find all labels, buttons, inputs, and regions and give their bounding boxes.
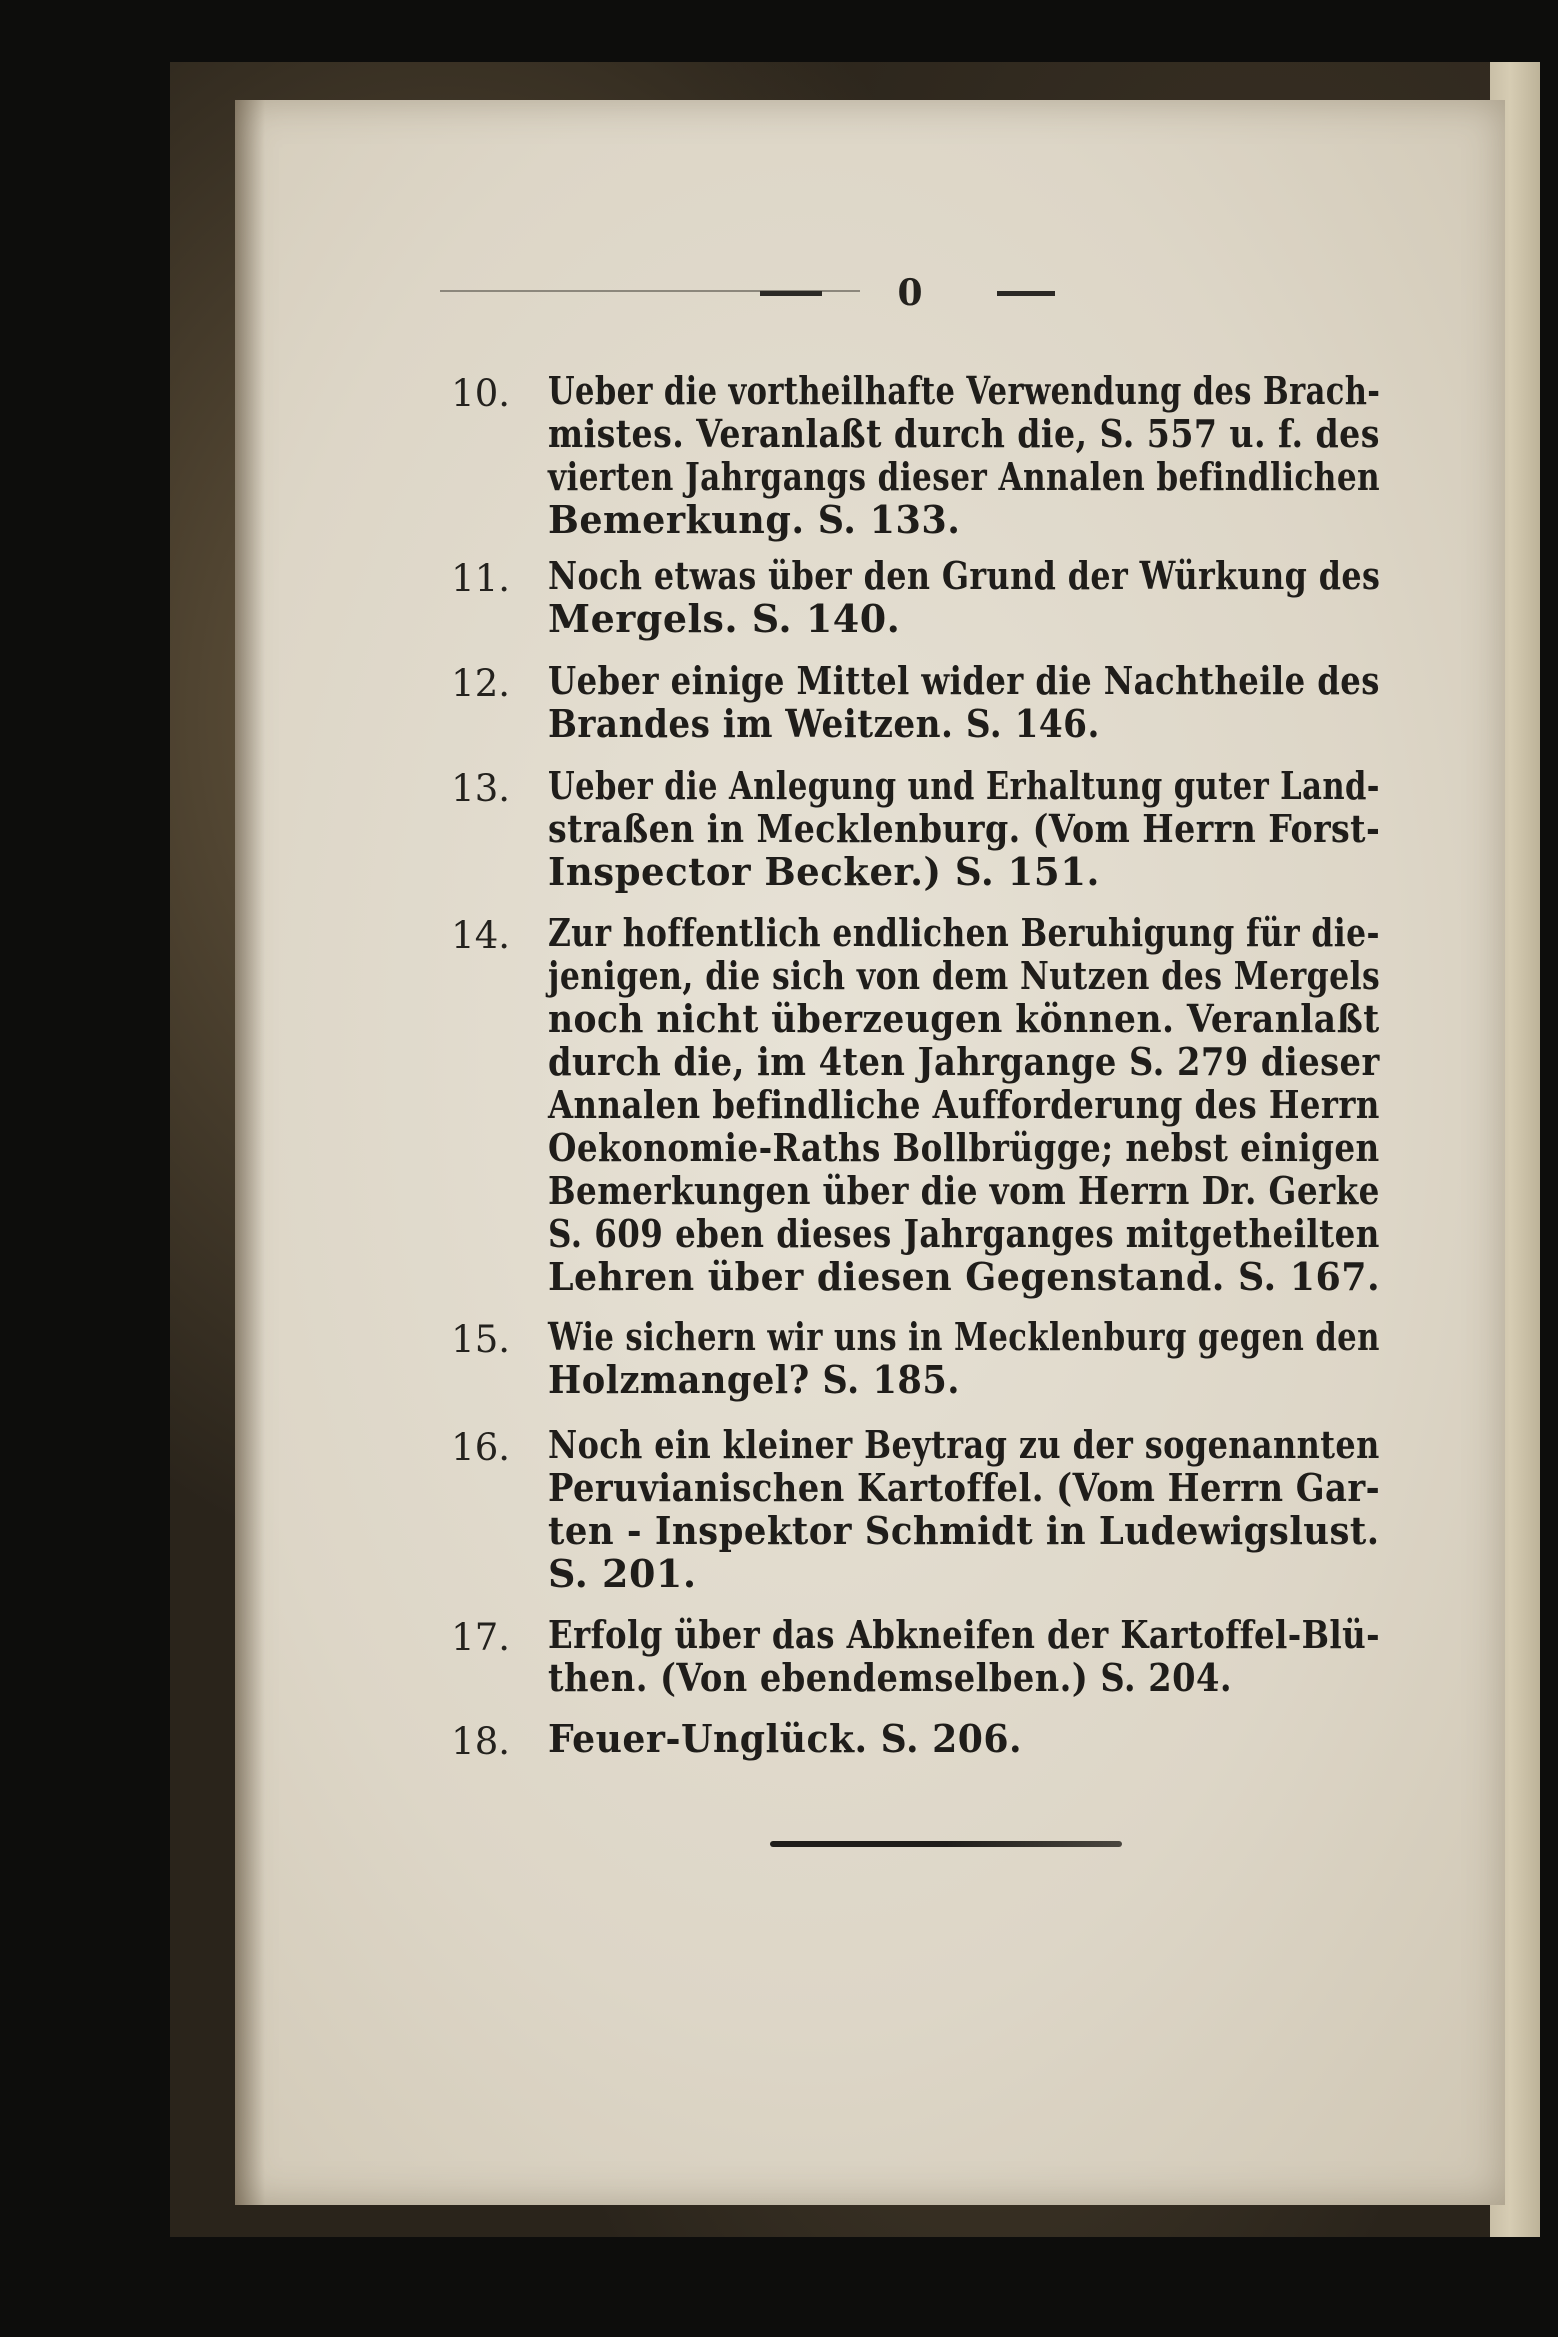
entry-text-line: Noch etwas über den Grund der Würkung des [548, 553, 1381, 598]
entry-text-line: S. 201. [548, 1551, 697, 1596]
entry-text-line: vierten Jahrgangs dieser Annalen befindlichen [548, 454, 1381, 499]
entry-text-line: Wie sichern wir uns in Mecklenburg gegen den [548, 1314, 1380, 1359]
entry-text-line: Mergels. S. 140. [548, 596, 901, 641]
entry-text-line: Oekonomie-Raths Bollbrügge; nebst einigen [548, 1125, 1380, 1170]
entry-number: 14. [451, 914, 510, 957]
entry-text-line: Holzmangel? S. 185. [548, 1357, 960, 1402]
spine-shadow [235, 100, 265, 2205]
entry-text-line: jenigen, die sich von dem Nutzen des Mergels [548, 953, 1381, 998]
entry-text-line: straßen in Mecklenburg. (Vom Herrn Forst- [548, 806, 1381, 851]
entry-number: 11. [451, 557, 510, 600]
entry-text-line: Ueber die Anlegung und Erhaltung guter Land- [548, 763, 1380, 808]
entry-number: 15. [451, 1318, 510, 1361]
entry-text-line: Ueber die vortheilhafte Verwendung des Brach- [548, 368, 1381, 413]
header-dash-left [760, 291, 822, 296]
entry-number: 13. [451, 767, 510, 810]
entry-text-line: Zur hoffentlich endlichen Beruhigung für die- [548, 910, 1380, 955]
entry-text-line: Erfolg über das Abkneifen der Kartoffel-Blü- [548, 1612, 1380, 1657]
entry-text-line: then. (Von ebendemselben.) S. 204. [548, 1655, 1233, 1700]
page-number: 0 [897, 272, 923, 314]
entry-number: 10. [451, 372, 510, 415]
entry-text-line: Annalen befindliche Aufforderung des Herrn [548, 1082, 1380, 1127]
entry-text-line: Noch ein kleiner Beytrag zu der sogenannten [548, 1422, 1380, 1467]
closing-rule [770, 1841, 1122, 1847]
entry-text-line: noch nicht überzeugen können. Veranlaßt [548, 996, 1380, 1041]
entry-text-line: Brandes im Weitzen. S. 146. [548, 701, 1100, 746]
entry-text-line: Inspector Becker.) S. 151. [548, 849, 1100, 894]
entry-number: 16. [451, 1426, 510, 1469]
entry-number: 18. [451, 1720, 510, 1763]
entry-text-line: Ueber einige Mittel wider die Nachtheile des [548, 658, 1380, 703]
entry-number: 12. [451, 662, 510, 705]
entry-text-line: ten - Inspektor Schmidt in Ludewigslust. [548, 1508, 1380, 1553]
header-dash-right [997, 291, 1055, 296]
entry-text-line: durch die, im 4ten Jahrgange S. 279 dieser [548, 1039, 1380, 1084]
entry-text-line: Feuer-Unglück. S. 206. [548, 1716, 1023, 1761]
entry-text-line: Bemerkung. S. 133. [548, 497, 961, 542]
entry-number: 17. [451, 1616, 510, 1659]
entry-text-line: Lehren über diesen Gegenstand. S. 167. [548, 1254, 1381, 1299]
entry-text-line: mistes. Veranlaßt durch die, S. 557 u. f. des [548, 411, 1380, 456]
entry-text-line: S. 609 eben dieses Jahrganges mitgetheilten [548, 1211, 1380, 1256]
entry-text-line: Bemerkungen über die vom Herrn Dr. Gerke [548, 1168, 1380, 1213]
entry-text-line: Peruvianischen Kartoffel. (Vom Herrn Gar- [548, 1465, 1381, 1510]
